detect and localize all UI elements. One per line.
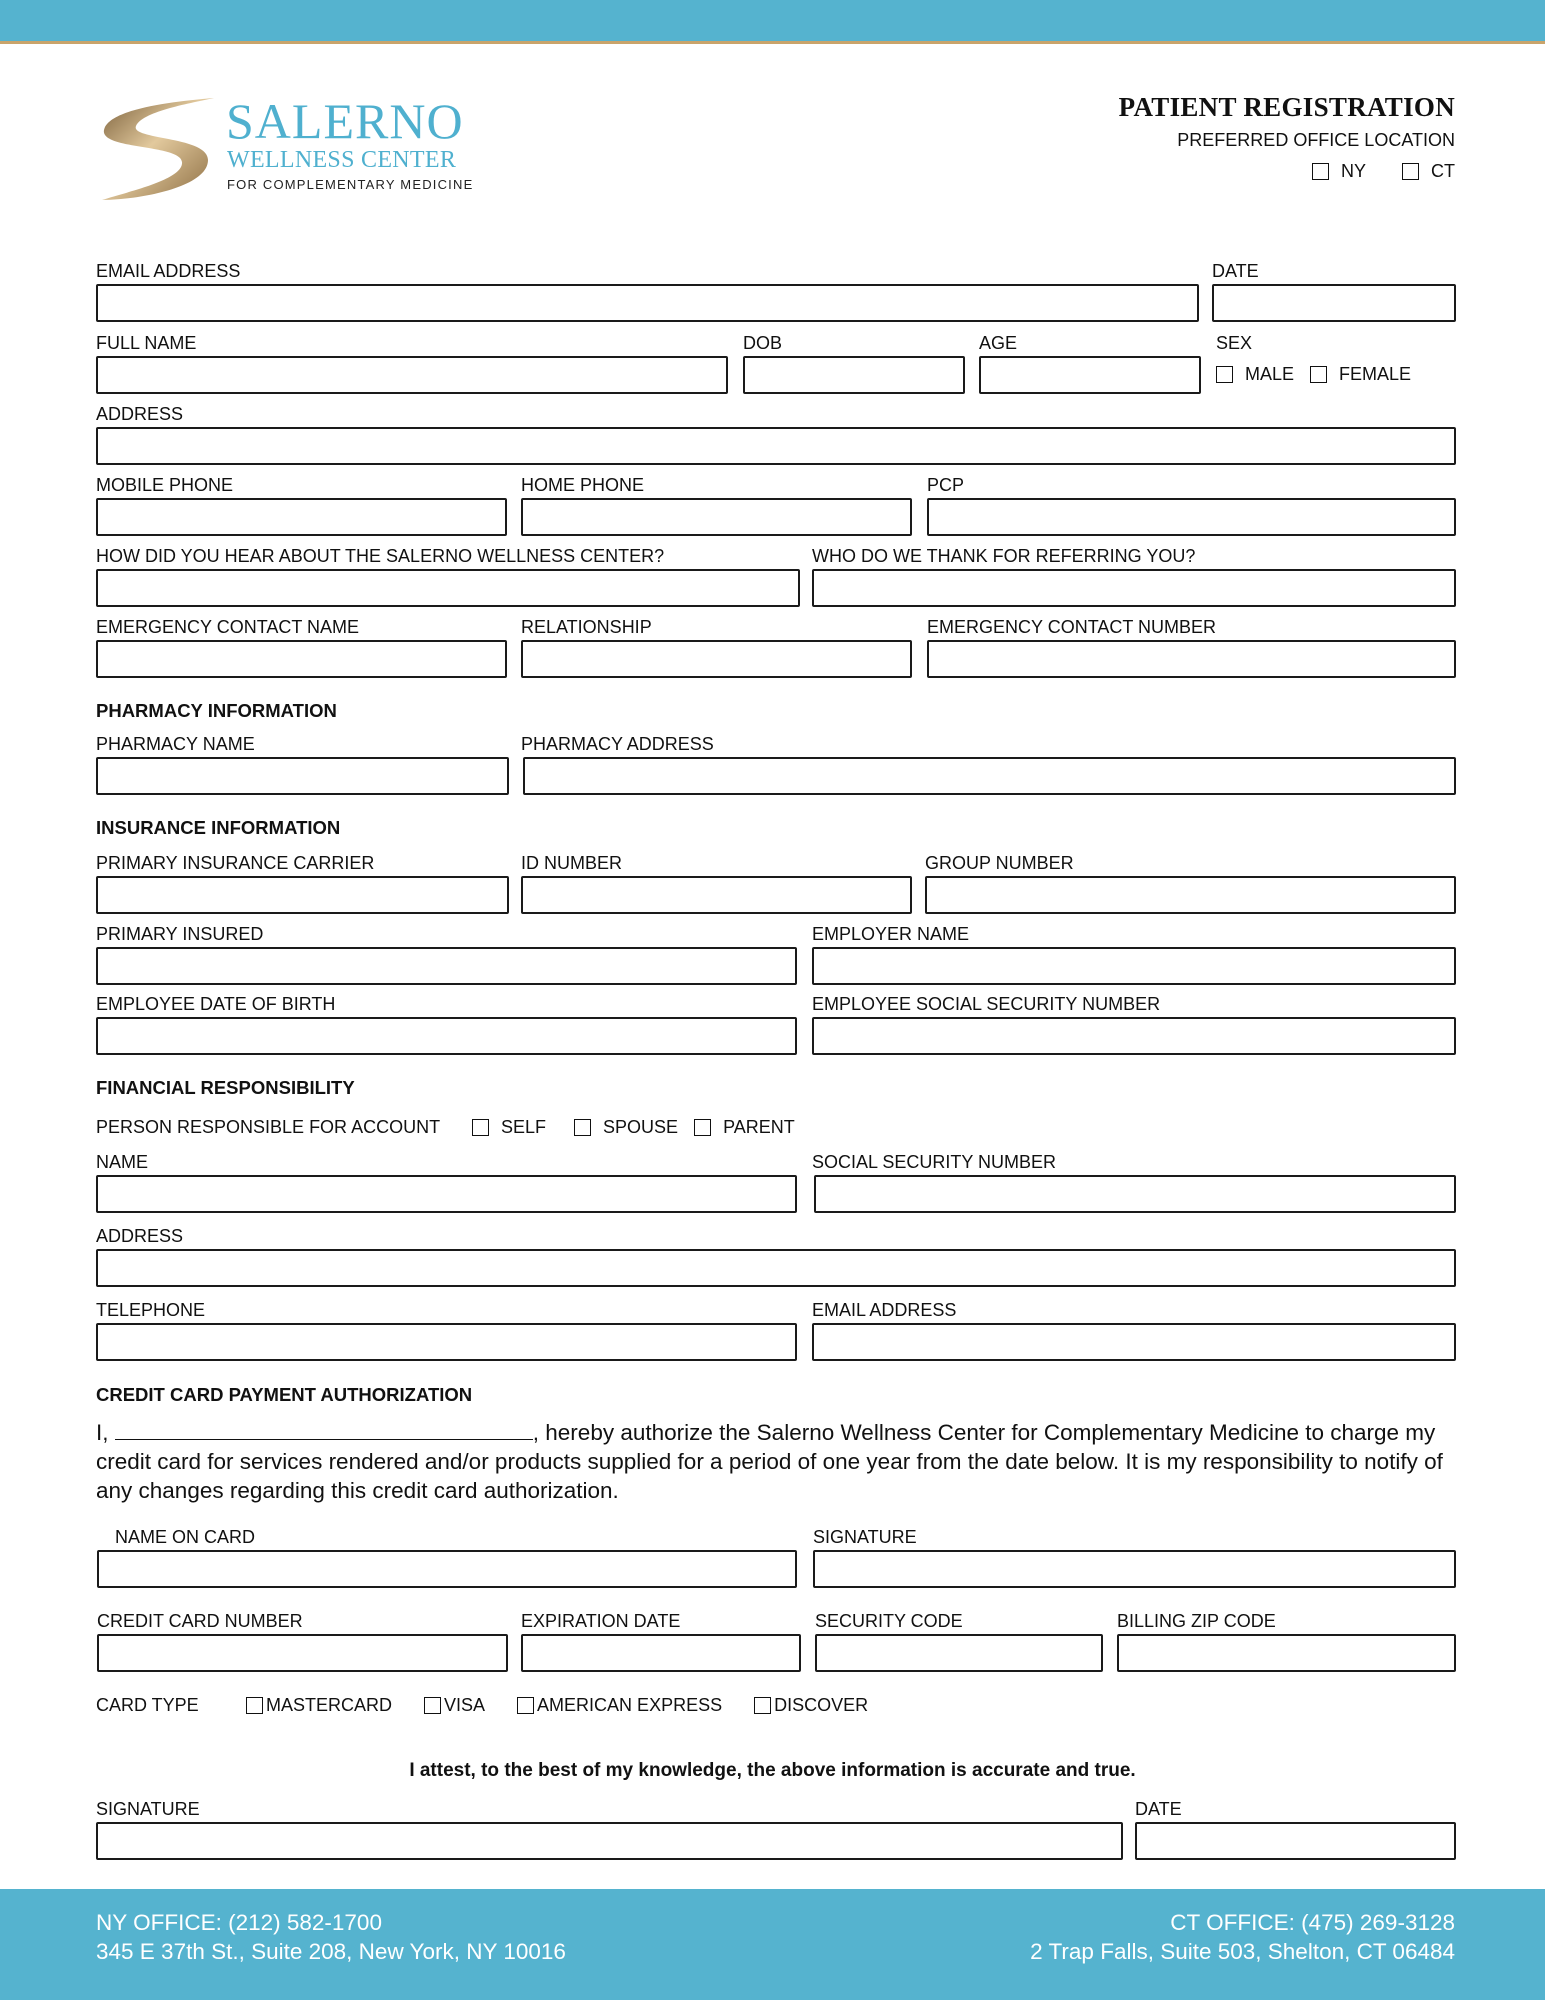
group-number-field[interactable] xyxy=(925,876,1456,914)
final-date-label: DATE xyxy=(1135,1799,1182,1819)
checkbox-discover[interactable] xyxy=(754,1697,771,1714)
home-phone-field[interactable] xyxy=(521,498,912,536)
authorization-name-blank[interactable] xyxy=(115,1420,533,1440)
page-title: PATIENT REGISTRATION xyxy=(1118,92,1455,122)
carrier-label: PRIMARY INSURANCE CARRIER xyxy=(96,853,375,873)
mobile-phone-label: MOBILE PHONE xyxy=(96,475,234,495)
security-code-field[interactable] xyxy=(815,1634,1103,1672)
referred-by-field[interactable] xyxy=(812,569,1456,607)
primary-insured-label: PRIMARY INSURED xyxy=(96,924,264,944)
pcp-label: PCP xyxy=(927,475,965,495)
footer-ny xyxy=(96,1908,566,1966)
financial-ssn-label: SOCIAL SECURITY NUMBER xyxy=(812,1152,1057,1172)
home-phone-label: HOME PHONE xyxy=(521,475,645,495)
referred-by-label: WHO DO WE THANK FOR REFERRING YOU? xyxy=(812,546,1196,566)
id-number-label: ID NUMBER xyxy=(521,853,623,873)
expiration-label: EXPIRATION DATE xyxy=(521,1611,681,1631)
heard-about-field[interactable] xyxy=(96,569,800,607)
responsible-options xyxy=(472,1117,795,1138)
sex-label: SEX xyxy=(1216,333,1253,353)
financial-ssn-field[interactable] xyxy=(814,1175,1456,1213)
logo xyxy=(96,94,476,204)
dob-label: DOB xyxy=(743,333,783,353)
employee-ssn-label: EMPLOYEE SOCIAL SECURITY NUMBER xyxy=(812,994,1161,1014)
responsible-label: PERSON RESPONSIBLE FOR ACCOUNT xyxy=(96,1117,441,1137)
financial-name-label: NAME xyxy=(96,1152,149,1172)
address-field[interactable] xyxy=(96,427,1456,465)
checkbox-female[interactable] xyxy=(1310,366,1327,383)
financial-address-field[interactable] xyxy=(96,1249,1456,1287)
card-visa-option[interactable]: VISA xyxy=(424,1695,485,1716)
age-field[interactable] xyxy=(979,356,1201,394)
office-ny-option[interactable]: NY xyxy=(1312,161,1366,182)
card-number-label: CREDIT CARD NUMBER xyxy=(97,1611,303,1631)
checkbox-spouse[interactable] xyxy=(574,1119,591,1136)
checkbox-self[interactable] xyxy=(472,1119,489,1136)
security-code-label: SECURITY CODE xyxy=(815,1611,963,1631)
full-name-field[interactable] xyxy=(96,356,728,394)
checkbox-male[interactable] xyxy=(1216,366,1233,383)
emergency-name-label: EMERGENCY CONTACT NAME xyxy=(96,617,360,637)
employer-name-label: EMPLOYER NAME xyxy=(812,924,970,944)
card-discover-option[interactable]: DISCOVER xyxy=(754,1695,868,1716)
office-location-options xyxy=(1312,161,1455,182)
sex-options xyxy=(1216,364,1411,385)
pharmacy-heading: PHARMACY INFORMATION xyxy=(96,700,337,721)
top-banner xyxy=(0,0,1545,44)
swoosh-logo-icon xyxy=(96,96,222,204)
card-signature-label: SIGNATURE xyxy=(813,1527,917,1547)
footer xyxy=(0,1889,1545,2000)
financial-email-label: EMAIL ADDRESS xyxy=(812,1300,957,1320)
ct-office-phone: CT OFFICE: (475) 269-3128 xyxy=(1170,1910,1455,1935)
employer-name-field[interactable] xyxy=(812,947,1456,985)
address-label: ADDRESS xyxy=(96,404,184,424)
employee-dob-field[interactable] xyxy=(96,1017,797,1055)
checkbox-mastercard[interactable] xyxy=(246,1697,263,1714)
responsible-parent-option[interactable]: PARENT xyxy=(694,1117,795,1138)
footer-ct xyxy=(1030,1908,1455,1966)
date-field[interactable] xyxy=(1212,284,1456,322)
pharmacy-address-label: PHARMACY ADDRESS xyxy=(521,734,714,754)
checkbox-parent[interactable] xyxy=(694,1119,711,1136)
authorization-paragraph: I, , hereby authorize the Salerno Wellness Center for Complementary Medicine to charge my credit card for services rendered and/or products supplied for a period of one year from the date below. It is my responsibility to notify of any changes regarding this credit card authorization. xyxy=(96,1420,1443,1503)
checkbox-visa[interactable] xyxy=(424,1697,441,1714)
brand-subtitle: WELLNESS CENTER xyxy=(227,147,457,173)
ny-office-phone: NY OFFICE: (212) 582-1700 xyxy=(96,1910,382,1935)
mobile-phone-field[interactable] xyxy=(96,498,507,536)
heard-about-label: HOW DID YOU HEAR ABOUT THE SALERNO WELLNESS CENTER? xyxy=(96,546,665,566)
employee-dob-label: EMPLOYEE DATE OF BIRTH xyxy=(96,994,336,1014)
email-field[interactable] xyxy=(96,284,1199,322)
checkbox-amex[interactable] xyxy=(517,1697,534,1714)
name-on-card-label: NAME ON CARD xyxy=(115,1527,256,1547)
emergency-number-field[interactable] xyxy=(927,640,1456,678)
billing-zip-label: BILLING ZIP CODE xyxy=(1117,1611,1276,1631)
pcp-field[interactable] xyxy=(927,498,1456,536)
credit-heading: CREDIT CARD PAYMENT AUTHORIZATION xyxy=(96,1384,473,1405)
pharmacy-name-label: PHARMACY NAME xyxy=(96,734,255,754)
final-signature-field[interactable] xyxy=(96,1822,1123,1860)
brand-tagline: FOR COMPLEMENTARY MEDICINE xyxy=(227,177,474,192)
financial-name-field[interactable] xyxy=(96,1175,797,1213)
final-signature-label: SIGNATURE xyxy=(96,1799,200,1819)
carrier-field[interactable] xyxy=(96,876,509,914)
card-number-field[interactable] xyxy=(97,1634,508,1672)
insurance-heading: INSURANCE INFORMATION xyxy=(96,817,341,838)
card-signature-field[interactable] xyxy=(813,1550,1456,1588)
sex-female-option[interactable]: FEMALE xyxy=(1310,364,1411,385)
brand-name: SALERNO xyxy=(226,93,464,149)
pharmacy-name-field[interactable] xyxy=(96,757,509,795)
expiration-field[interactable] xyxy=(521,1634,801,1672)
emergency-name-field[interactable] xyxy=(96,640,507,678)
financial-address-label: ADDRESS xyxy=(96,1226,184,1246)
attestation-statement: I attest, to the best of my knowledge, the above information is accurate and true. xyxy=(409,1760,1136,1781)
primary-insured-field[interactable] xyxy=(96,947,797,985)
emergency-number-label: EMERGENCY CONTACT NUMBER xyxy=(927,617,1217,637)
financial-heading: FINANCIAL RESPONSIBILITY xyxy=(96,1077,355,1098)
age-label: AGE xyxy=(979,333,1018,353)
responsible-self-option[interactable]: SELF xyxy=(472,1117,546,1138)
responsible-spouse-option[interactable]: SPOUSE xyxy=(574,1117,678,1138)
telephone-field[interactable] xyxy=(96,1323,797,1361)
sex-male-option[interactable]: MALE xyxy=(1216,364,1294,385)
full-name-label: FULL NAME xyxy=(96,333,197,353)
employee-ssn-field[interactable] xyxy=(812,1017,1456,1055)
date-label: DATE xyxy=(1212,261,1259,281)
office-location-label: PREFERRED OFFICE LOCATION xyxy=(1177,130,1455,150)
checkbox-ny[interactable] xyxy=(1312,163,1329,180)
card-amex-option[interactable]: AMERICAN EXPRESS xyxy=(517,1695,722,1716)
email-label: EMAIL ADDRESS xyxy=(96,261,241,281)
card-mastercard-option[interactable]: MASTERCARD xyxy=(246,1695,392,1716)
final-date-field[interactable] xyxy=(1135,1822,1456,1860)
relationship-label: RELATIONSHIP xyxy=(521,617,652,637)
card-type-label: CARD TYPE xyxy=(96,1695,199,1715)
id-number-field[interactable] xyxy=(521,876,912,914)
office-ct-option[interactable]: CT xyxy=(1402,161,1455,182)
group-number-label: GROUP NUMBER xyxy=(925,853,1074,873)
financial-email-field[interactable] xyxy=(812,1323,1456,1361)
card-type-options xyxy=(246,1695,868,1716)
checkbox-ct[interactable] xyxy=(1402,163,1419,180)
telephone-label: TELEPHONE xyxy=(96,1300,206,1320)
name-on-card-field[interactable] xyxy=(97,1550,797,1588)
dob-field[interactable] xyxy=(743,356,965,394)
ct-office-address: 2 Trap Falls, Suite 503, Shelton, CT 06484 xyxy=(1030,1939,1455,1964)
relationship-field[interactable] xyxy=(521,640,912,678)
billing-zip-field[interactable] xyxy=(1117,1634,1456,1672)
pharmacy-address-field[interactable] xyxy=(523,757,1456,795)
ny-office-address: 345 E 37th St., Suite 208, New York, NY 10016 xyxy=(96,1939,566,1964)
